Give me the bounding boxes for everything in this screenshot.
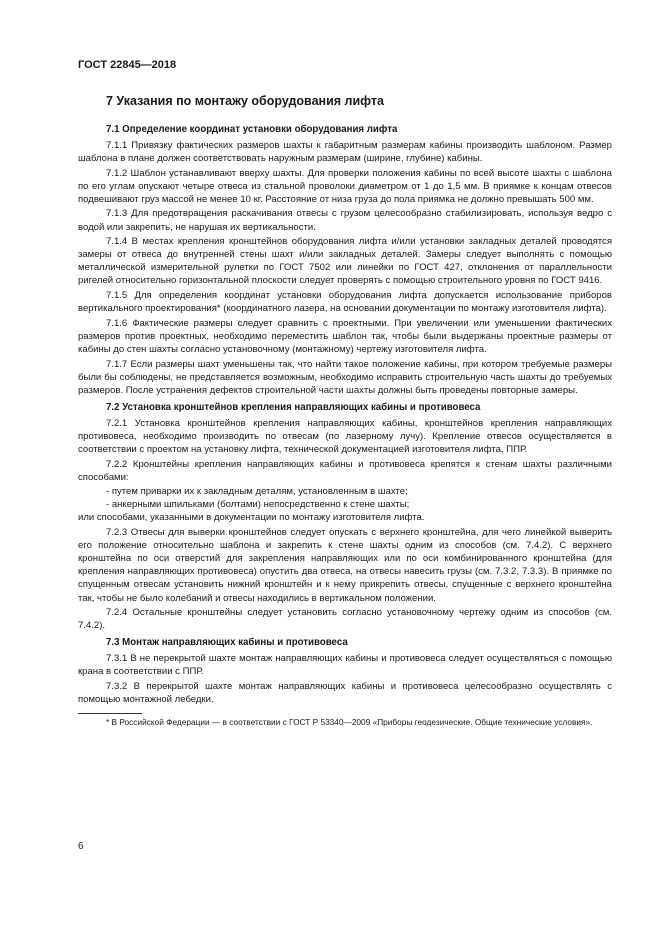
paragraph-7-2-1: 7.2.1 Установка кронштейнов крепления направляющих кабины, кронштейнов крепления направляющих противовеса, необходимо производить по отвесам (по лазерному лучу). Крепление отвесов осуществляется в соответствии с проектом на установку лифта, технической документацией изготовителя лифта, ППР.	[78, 417, 612, 455]
paragraph-7-1-2: 7.1.2 Шаблон устанавливают вверху шахты. Для проверки положения кабины по всей высоте шахты с шаблона по его углам опускают четыре отвеса из стальной проволоки диаметром от 1 до 1,5 мм. В приямке к концам отвесов подвешивают груз массой не менее 10 кг. Расстояние от низа груза до пола приямка не должно превышать 500 мм.	[78, 167, 612, 205]
footnote: * В Российской Федерации — в соответствии с ГОСТ Р 53340—2009 «Приборы геодезические. Общие технические условия».	[106, 717, 593, 728]
paragraph-7-1-5: 7.1.5 Для определения координат установки оборудования лифта допускается использование приборов вертикального проектирования* (координатного лазера, на основании документации по монтажу изготовителя лифта).	[78, 290, 612, 315]
document-body	[78, 94, 612, 728]
paragraph-7-1-4: 7.1.4 В местах крепления кронштейнов оборудования лифта и/или установки закладных деталей проводятся замеры от отвеса до внутренней стены шахт и/или закладных деталей. Замеры следует выполнять с помощью металлической измерительной рулетки по ГОСТ 7502 или линейки по ГОСТ 427, отклонения от параллельности ригелей относительно горизонтальной плоскости следует проверять с помощью строительного уровня по ГОСТ 9416.	[78, 236, 612, 287]
subsection-7-3-title: 7.3 Монтаж направляющих кабины и противовеса	[106, 637, 348, 649]
paragraph-7-1-6: 7.1.6 Фактические размеры следует сравнить с проектными. При увеличении или уменьшении фактических размеров против проектных, необходимо переместить шаблон так, чтобы были выдержаны проектные размеры от кабины до стен шахты согласно установочному (монтажному) чертежу изготовителя лифта.	[78, 317, 612, 355]
list-item: - анкерными шпильками (болтами) непосредственно к стене шахты;	[106, 499, 410, 511]
paragraph-7-2-2-end: или способами, указанными в документации по монтажу изготовителя лифта.	[78, 512, 425, 524]
paragraph-7-2-2: 7.2.2 Кронштейны крепления направляющих кабины и противовеса крепятся к стенам шахты различными способами:	[78, 458, 612, 483]
paragraph-7-3-2: 7.3.2 В перекрытой шахте монтаж направляющих кабины и противовеса целесообразно осуществлять с помощью монтажной лебедки.	[78, 680, 612, 706]
subsection-7-2-title: 7.2 Установка кронштейнов крепления направляющих кабины и противовеса	[106, 401, 481, 413]
subsection-7-1-title: 7.1 Определение координат установки оборудования лифта	[106, 124, 398, 135]
paragraph-7-3-1: 7.3.1 В не перекрытой шахте монтаж направляющих кабины и противовеса следует осуществляться с помощью крана в соответствии с ППР.	[78, 653, 612, 678]
section-7-title: 7 Указания по монтажу оборудования лифта	[106, 94, 384, 108]
paragraph-7-2-3: 7.2.3 Отвесы для выверки кронштейнов следует опускать с верхнего кронштейна, для чего линейкой выверить его положение относительно шаблона и закрепить к стене шахты одним из способов (см. 7.4.2). С верхнего кронштейна по оси отверстий для закрепления направляющих или по оси комбинированного кронштейна (для крепления направляющих противовеса) опустить два отвеса, на отвесы навесить грузы (см. 7.3.2, 7.3.3). В приямке по спущенным отвесам установить нижний кронштейн и к нему прикрепить отвесы, спущенные с верхнего кронштейна так, чтобы не было колебаний и отвесы находились в вертикальном положении.	[78, 527, 612, 604]
page-number: 6	[78, 841, 84, 852]
paragraph-7-2-4: 7.2.4 Остальные кронштейны следует установить согласно установочному чертежу одним из способов (см. 7.4.2).	[78, 607, 612, 632]
paragraph-7-1-7: 7.1.7 Если размеры шахт уменьшены так, что найти такое положение кабины, при котором требуемые размеры были бы соблюдены, не представляется возможным, необходимо исправить строительную часть шахты до требуемых размеров. После устранения дефектов строительной части шахты должны быть проведены повторные замеры.	[78, 358, 612, 396]
footnote-divider	[78, 713, 142, 714]
paragraph-7-1-1: 7.1.1 Привязку фактических размеров шахты к габаритным размерам кабины производить шаблоном. Размер шаблона в плане должен соответствовать наружным размерам (ширине, глубине) кабины.	[78, 140, 612, 165]
list-item: - путем приварки их к закладным деталям, установленным в шахте;	[106, 486, 408, 498]
paragraph-7-1-3: 7.1.3 Для предотвращения раскачивания отвесы с грузом целесообразно стабилизировать, используя ведро с водой или закрепить, не нарушая их вертикальности.	[78, 208, 612, 233]
document-code-header: ГОСТ 22845—2018	[78, 59, 177, 71]
